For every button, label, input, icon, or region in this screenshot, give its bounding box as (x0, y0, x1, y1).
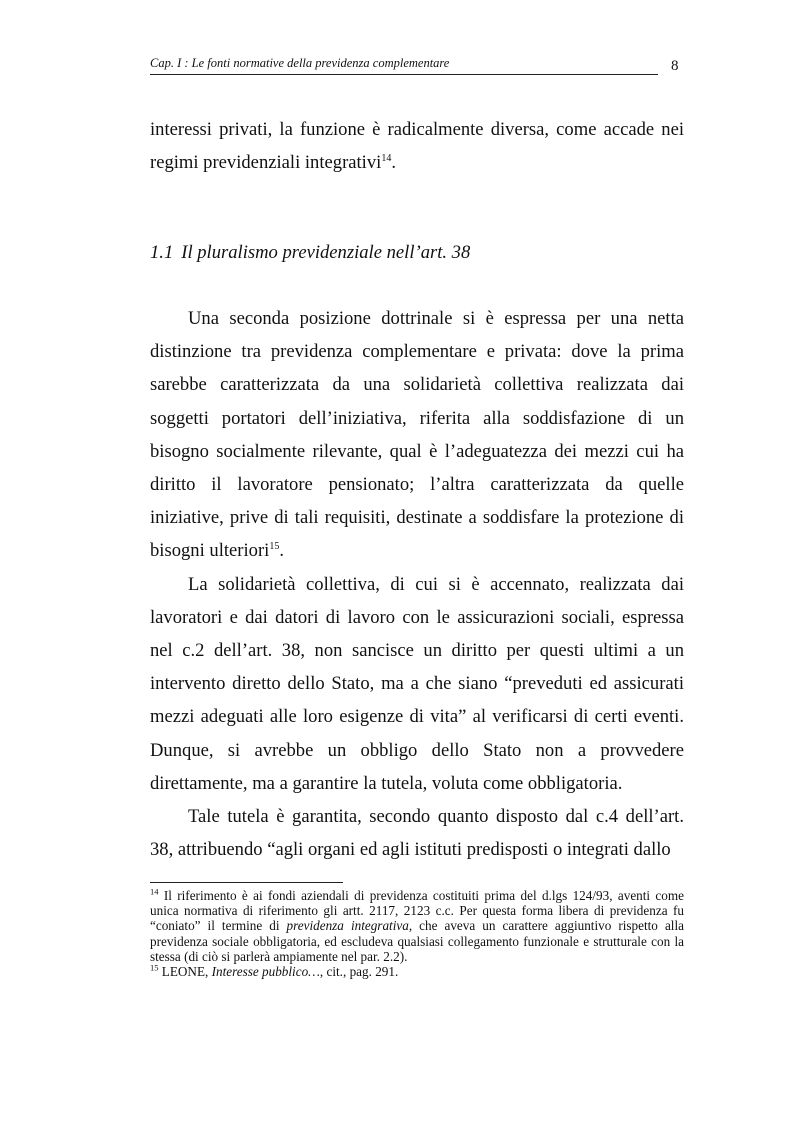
section-heading (150, 242, 470, 264)
intro-paragraph (150, 113, 684, 179)
paragraph-3: Tale tutela è garantita, secondo quanto disposto dal c.4 dell’art. 38, attribuendo “agli organi ed agli istituti predisposti o integrati dallo (150, 806, 684, 861)
footnote-mark-15: 15 (150, 962, 159, 973)
main-text (150, 302, 684, 866)
footnote-15-text-a: LEONE, (158, 964, 212, 980)
paragraph-2: La solidarietà collettiva, di cui si è accennato, realizzata dai lavoratori e dai datori di lavoro con le assicurazioni sociali, espressa nel c.2 dell’art. 38, non sancisce un diritto per questi ultimi a un intervento diretto dello Stato, ma a che siano “preveduti ed assicurati mezzi adeguati alle loro esigenze di vita” al verificarsi di certi eventi. Dunque, si avrebbe un obbligo dello Stato non a provvedere direttamente, ma a garantire la tutela, voluta come obbligatoria. (150, 573, 684, 794)
footnote-ref-14[interactable]: 14 (381, 153, 392, 165)
paragraph-1 (150, 302, 684, 568)
footnote-divider (150, 882, 343, 883)
footnote-14-text-a: Il riferimento è ai fondi aziendali di previdenza costituiti prima del d.lgs 124/93, aventi come unica normativa di riferimento gli artt. 2117, 2123 c.c. Per questa forma libera di previdenza fu “coniato” il termine di (150, 888, 684, 934)
section-title: Il pluralismo previdenziale nell’art. 38 (181, 242, 471, 263)
footnote-15 (150, 964, 684, 979)
section-number: 1.1 (150, 242, 174, 263)
footnote-14 (150, 888, 684, 964)
footnote-ref-15[interactable]: 15 (269, 541, 280, 553)
footnote-14-emphasis: previdenza integrativa (286, 918, 409, 934)
footnotes (150, 888, 684, 979)
page-number: 8 (671, 58, 679, 74)
footnote-mark-14: 14 (150, 886, 159, 897)
paragraph-1-end: . (279, 540, 284, 562)
intro-text: interessi privati, la funzione è radicalmente diversa, come accade nei regimi previdenziali integrativi (150, 119, 684, 174)
footnote-15-text-b: , cit., pag. 291. (319, 964, 399, 980)
chapter-title: Cap. I : Le fonti normative della previdenza complementare (150, 56, 450, 70)
paragraph-1-text: Una seconda posizione dottrinale si è espressa per una netta distinzione tra previdenza complementare e privata: dove la prima sarebbe caratterizzata da una solidarietà collettiva realizzata dai soggetti portatori dell’iniziativa, riferita alla soddisfazione di un bisogno socialmente rilevante, qual è l’adeguatezza dei mezzi cui ha diritto il lavoratore pensionato; l’altra caratterizzata da quelle iniziative, prive di tali requisiti, destinate a soddisfare la protezione di bisogni ulteriori (150, 308, 684, 562)
footnote-14-text-b: , che aveva un carattere aggiuntivo rispetto alla previdenza sociale obbligatoria, ed escludeva qualsiasi collegamento funzionale e strutturale con la stessa (di ciò si parlerà ampiamente nel par. 2.2). (150, 918, 684, 964)
footnote-15-emphasis: Interesse pubblico… (211, 964, 320, 980)
running-header (150, 54, 658, 75)
intro-end: . (391, 152, 396, 174)
